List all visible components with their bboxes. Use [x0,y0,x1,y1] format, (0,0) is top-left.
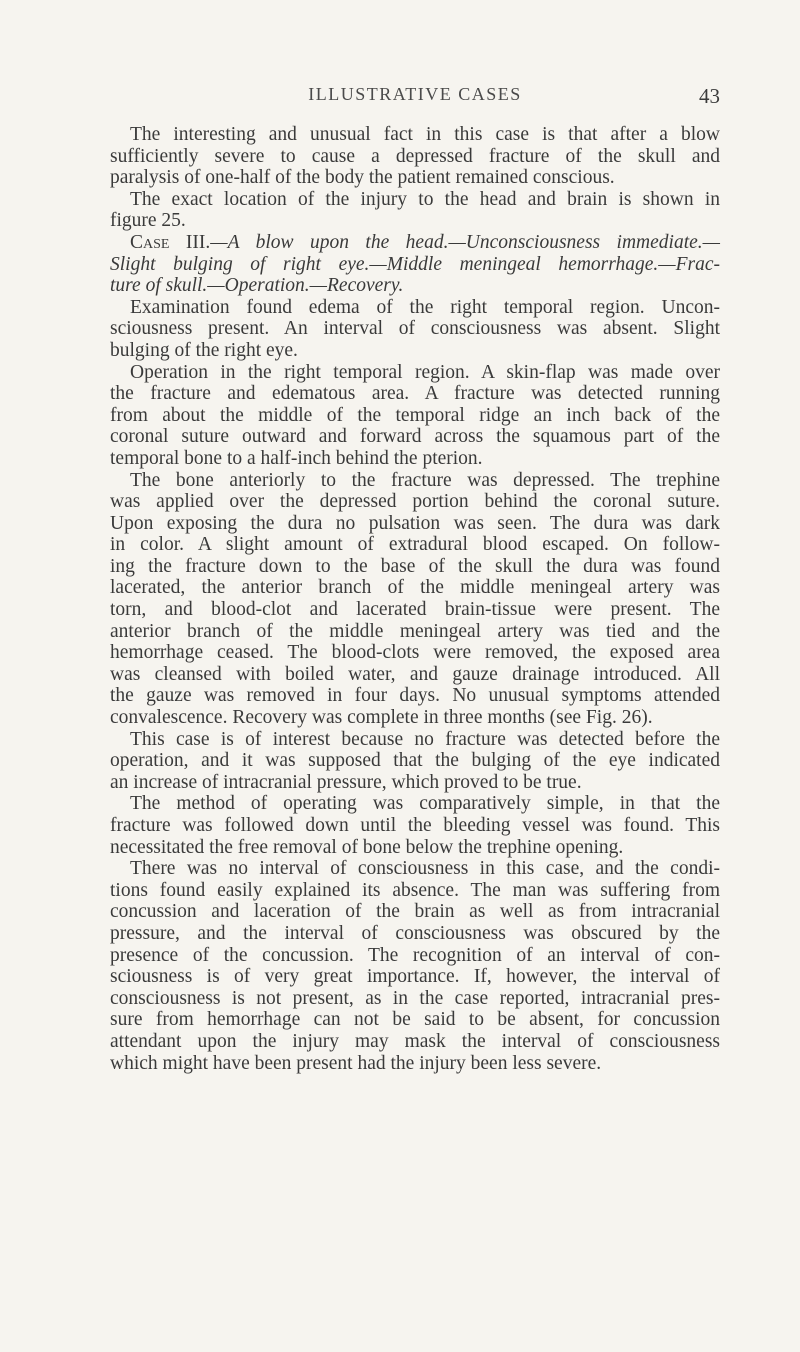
text-line: The method of operating was comparatively simple, in that the [130,793,720,815]
text-line: from about the middle of the temporal ridge an inch back of the [110,404,720,426]
text-line: temporal bone to a half-inch behind the pterion. [110,447,483,469]
text-line: fracture was followed down until the bleeding vessel was found. This [110,815,720,836]
text-line: There was no interval of consciousness in this case, and the condi- [130,858,720,880]
text-line: an increase of intracranial pressure, which proved to be true. [110,771,582,793]
text-line: concussion and laceration of the brain as well as from intracranial [110,901,720,923]
text-line: necessitated the free removal of bone below the trephine opening. [110,836,624,858]
text-line: sciousness present. An interval of consciousness was absent. Slight [110,318,720,340]
text-line: hemorrhage ceased. The blood-clots were removed, the exposed area [110,642,720,664]
text-line: in color. A slight amount of extradural blood escaped. On follow- [110,534,720,556]
text-line: tions found easily explained its absence. The man was suffering from [110,879,720,901]
body-text [110,124,720,1074]
text-line: anterior branch of the middle meningeal artery was tied and the [110,620,720,642]
text-line: the gauze was removed in four days. No unusual symptoms attended [110,685,720,707]
text-line: was applied over the depressed portion behind the coronal suture. [110,491,720,513]
text-line: paralysis of one-half of the body the patient remained conscious. [110,167,615,189]
case-heading-line: ture of skull.—Operation.—Recovery. [110,275,404,297]
page-number: 43 [699,84,720,108]
text-line: coronal suture outward and forward across the squamous part of the [110,426,720,448]
text-line: convalescence. Recovery was complete in three months (see Fig. 26). [110,707,653,729]
text-line: presence of the concussion. The recognition of an interval of con- [110,944,720,966]
text-line: sciousness is of very great importance. If, however, the interval of [110,966,720,988]
text-line: sufficiently severe to cause a depressed fracture of the skull and [110,145,720,167]
text-line: This case is of interest because no fracture was detected before the [130,728,720,750]
text-line: consciousness is not present, as in the case reported, intracranial pres- [110,987,720,1009]
text-line: Examination found edema of the right temporal region. Uncon- [130,296,720,318]
running-title: ILLUSTRATIVE CASES [308,84,522,104]
text-line: the fracture and edematous area. A fracture was detected running [110,383,720,405]
text-line: lacerated, the anterior branch of the middle meningeal artery was [110,577,720,599]
text-line: The bone anteriorly to the fracture was depressed. The trephine [130,469,720,491]
text-line: sure from hemorrhage can not be said to be absent, for concussion [110,1009,720,1031]
text-line: The exact location of the injury to the head and brain is shown in [130,188,720,210]
text-line: The interesting and unusual fact in this case is that after a blow [130,124,720,145]
case-heading-line: Slight bulging of right eye.—Middle meningeal hemorrhage.—Frac- [110,253,720,275]
text-line: Upon exposing the dura no pulsation was seen. The dura was dark [110,512,720,534]
text-line: figure 25. [110,210,186,232]
case-heading-line [110,232,720,254]
running-head [110,84,720,114]
text-line: torn, and blood-clot and lacerated brain-tissue were present. The [110,599,720,621]
text-line: pressure, and the interval of consciousness was obscured by the [110,922,720,944]
text-line: which might have been present had the injury been less severe. [110,1052,602,1074]
text-line: ing the fracture down to the base of the skull the dura was found [110,555,720,577]
text-line: was cleansed with boiled water, and gauze drainage introduced. All [110,663,720,685]
text-line: bulging of the right eye. [110,339,298,361]
text-line: Operation in the right temporal region. A skin-flap was made over [130,361,720,383]
case-heading-text: —A blow upon the head.—Unconsciousness immediate.— [210,231,721,253]
text-line: operation, and it was supposed that the bulging of the eye indicated [110,750,720,772]
case-label: Case III. [130,231,211,253]
text-line: attendant upon the injury may mask the interval of consciousness [110,1030,720,1052]
